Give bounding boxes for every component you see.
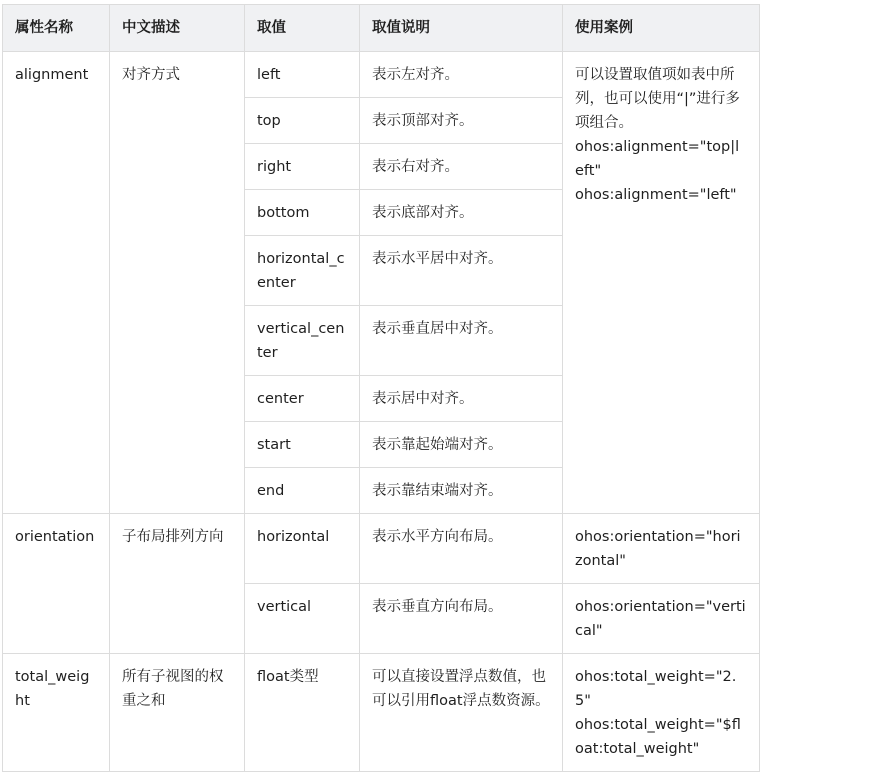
- explain-cell: 表示右对齐。: [360, 144, 563, 190]
- attr-desc-cell: 对齐方式: [110, 52, 245, 514]
- explain-cell: 表示垂直居中对齐。: [360, 306, 563, 376]
- value-cell: horizontal_center: [245, 236, 360, 306]
- usage-text: 可以设置取值项如表中所列，也可以使用“|”进行多项组合。: [575, 67, 740, 131]
- explain-cell: 表示底部对齐。: [360, 190, 563, 236]
- attr-name-cell: total_weight: [3, 654, 110, 772]
- value-cell: center: [245, 376, 360, 422]
- value-cell: top: [245, 98, 360, 144]
- explain-cell: 表示顶部对齐。: [360, 98, 563, 144]
- usage-cell: ohos:orientation="vertical": [563, 584, 760, 654]
- explain-cell: 表示左对齐。: [360, 52, 563, 98]
- explain-cell: 表示垂直方向布局。: [360, 584, 563, 654]
- value-cell: vertical: [245, 584, 360, 654]
- table-header-row: [3, 5, 760, 52]
- usage-cell: [563, 654, 760, 772]
- value-cell: float类型: [245, 654, 360, 772]
- explain-cell: 表示水平方向布局。: [360, 514, 563, 584]
- attr-name-cell: orientation: [3, 514, 110, 654]
- explain-cell: 表示靠起始端对齐。: [360, 422, 563, 468]
- explain-cell: 表示靠结束端对齐。: [360, 468, 563, 514]
- table-row: [3, 52, 760, 98]
- table-row: [3, 654, 760, 772]
- attr-desc-cell: 子布局排列方向: [110, 514, 245, 654]
- attr-desc-cell: 所有子视图的权重之和: [110, 654, 245, 772]
- usage-code: ohos:total_weight="$float:total_weight": [575, 717, 741, 757]
- value-cell: end: [245, 468, 360, 514]
- explain-cell: 表示水平居中对齐。: [360, 236, 563, 306]
- usage-code: ohos:alignment="left": [575, 187, 737, 203]
- explain-cell: 可以直接设置浮点数值，也可以引用float浮点数资源。: [360, 654, 563, 772]
- header-usage-example: 使用案例: [563, 5, 760, 52]
- usage-cell: ohos:orientation="horizontal": [563, 514, 760, 584]
- attribute-table: [2, 4, 760, 772]
- value-cell: right: [245, 144, 360, 190]
- header-chinese-desc: 中文描述: [110, 5, 245, 52]
- header-value-explain: 取值说明: [360, 5, 563, 52]
- usage-code: ohos:alignment="top|left": [575, 139, 740, 179]
- value-cell: horizontal: [245, 514, 360, 584]
- header-attr-name: 属性名称: [3, 5, 110, 52]
- table-row: [3, 514, 760, 584]
- value-cell: left: [245, 52, 360, 98]
- value-cell: bottom: [245, 190, 360, 236]
- usage-code: ohos:total_weight="2.5": [575, 669, 737, 709]
- attr-name-cell: alignment: [3, 52, 110, 514]
- explain-cell: 表示居中对齐。: [360, 376, 563, 422]
- value-cell: vertical_center: [245, 306, 360, 376]
- value-cell: start: [245, 422, 360, 468]
- header-value: 取值: [245, 5, 360, 52]
- usage-cell: [563, 52, 760, 514]
